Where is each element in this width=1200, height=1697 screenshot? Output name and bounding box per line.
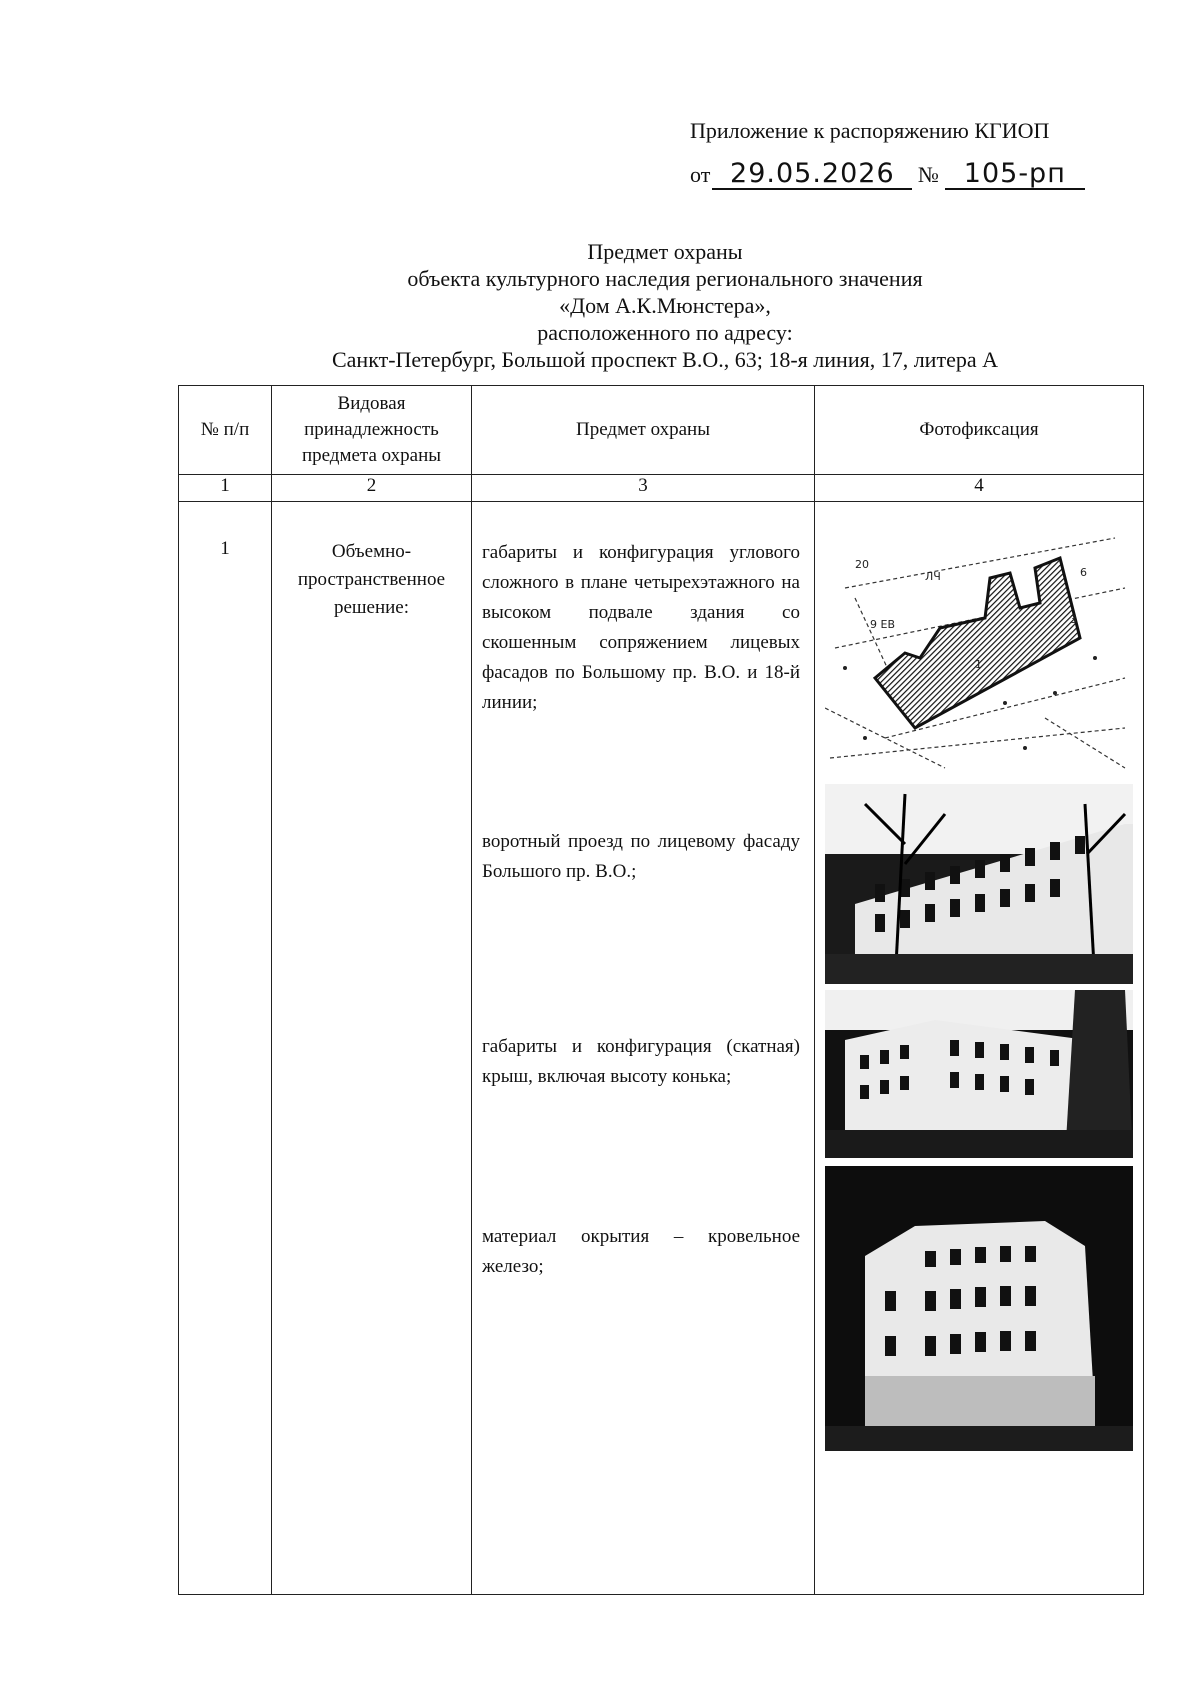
appendix-caption: Приложение к распоряжению КГИОП xyxy=(690,118,1050,143)
svg-text:3: 3 xyxy=(1070,613,1077,626)
order-date: 29.05.2026 xyxy=(712,160,912,190)
header-subject: Предмет охраны xyxy=(472,386,815,475)
subject-item-3: габариты и конфигурация (скатная) крыш, включая высоту конька; xyxy=(482,1036,800,1087)
title-line-2: объекта культурного наследия регионального значения xyxy=(407,266,923,291)
photo-column xyxy=(815,502,1143,1557)
table-header-row xyxy=(179,386,1144,475)
order-date-line xyxy=(690,160,1085,190)
number-sign: № xyxy=(917,162,939,187)
index-3: 3 xyxy=(472,475,815,502)
subject-item-4: материал окрытия – кровельное железо; xyxy=(482,1226,800,1277)
row-type: Объемно-пространственное решение: xyxy=(272,502,472,1595)
protection-table xyxy=(178,385,1144,1595)
subject-item-2: воротный проезд по лицевому фасаду Большого пр. В.О.; xyxy=(482,831,800,882)
row-number: 1 xyxy=(179,502,272,1595)
svg-text:6: 6 xyxy=(1080,566,1087,579)
svg-text:9 ЕВ: 9 ЕВ xyxy=(870,618,895,631)
header-type: Видовая принадлежность предмета охраны xyxy=(272,386,472,475)
subject-column xyxy=(472,502,814,1557)
document-title xyxy=(190,238,1140,373)
subject-item-1: габариты и конфигурация углового сложного в плане четырехэтажного на высоком подвале здания со скошенным сопряжением лицевых фасадов по Большому пр. В.О. и 18-й линии; xyxy=(482,542,800,713)
order-number: 105-рп xyxy=(945,160,1085,190)
header-number: № п/п xyxy=(179,386,272,475)
svg-text:1: 1 xyxy=(975,658,982,671)
title-line-3: «Дом А.К.Мюнстера», xyxy=(559,293,771,318)
title-line-5: Санкт-Петербург, Большой проспект В.О., 63; 18-я линия, 17, литера А xyxy=(331,347,998,372)
svg-text:20: 20 xyxy=(855,558,869,571)
index-4: 4 xyxy=(815,475,1144,502)
title-line-4: расположенного по адресу: xyxy=(537,320,793,345)
facade-photo-1 xyxy=(825,784,1133,984)
title-line-1: Предмет охраны xyxy=(587,239,743,264)
header-photo: Фотофиксация xyxy=(815,386,1144,475)
facade-photo-3 xyxy=(825,1166,1133,1451)
facade-photo-2 xyxy=(825,990,1133,1158)
index-2: 2 xyxy=(272,475,472,502)
table-row xyxy=(179,502,1144,1595)
svg-text:ЛЧ: ЛЧ xyxy=(925,570,941,583)
table-index-row xyxy=(179,475,1144,502)
site-plan-image xyxy=(825,528,1133,778)
date-prefix: от xyxy=(690,162,711,187)
index-1: 1 xyxy=(179,475,272,502)
